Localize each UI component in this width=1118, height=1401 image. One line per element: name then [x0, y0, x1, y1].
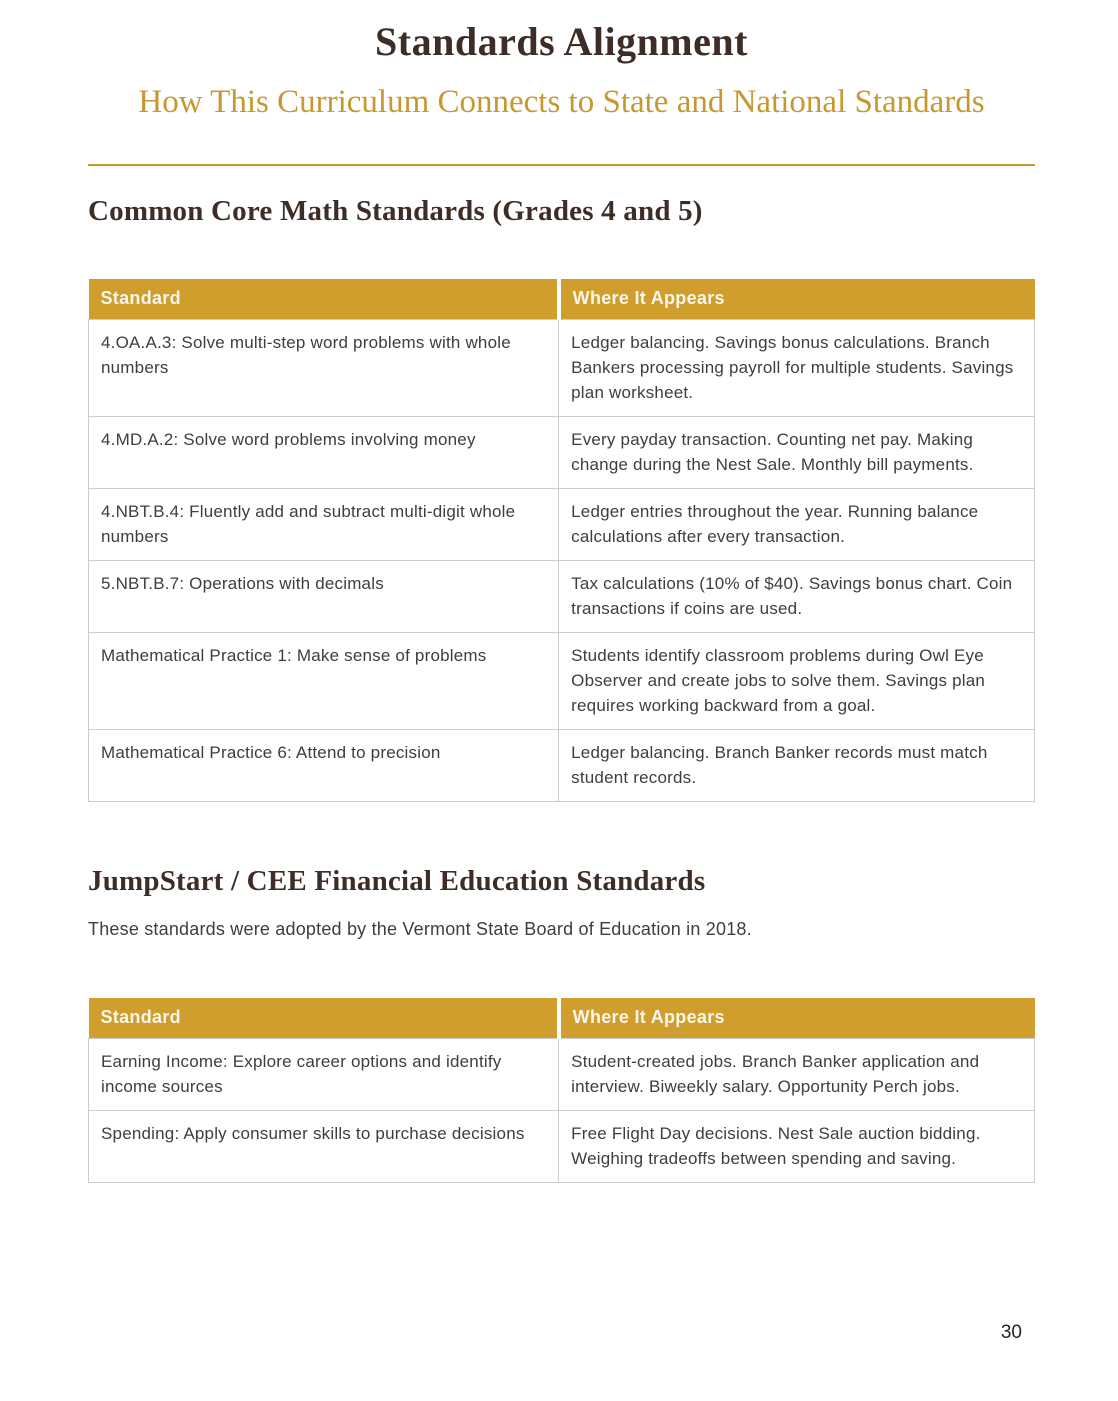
standard-cell: Mathematical Practice 1: Make sense of problems [89, 633, 559, 730]
table-row [89, 633, 1035, 730]
where-it-appears-cell: Free Flight Day decisions. Nest Sale auction bidding. Weighing tradeoffs between spending and saving. [559, 1111, 1035, 1183]
table-body [89, 1039, 1035, 1183]
table-head [89, 998, 1035, 1039]
standard-cell: Earning Income: Explore career options and identify income sources [89, 1039, 559, 1111]
where-it-appears-cell: Student-created jobs. Branch Banker application and interview. Biweekly salary. Opportunity Perch jobs. [559, 1039, 1035, 1111]
table-row [89, 561, 1035, 633]
standard-cell: 5.NBT.B.7: Operations with decimals [89, 561, 559, 633]
page-title: Standards Alignment [375, 19, 748, 64]
table-head [89, 279, 1035, 320]
where-it-appears-cell: Students identify classroom problems during Owl Eye Observer and create jobs to solve them. Savings plan requires working backward from a goal. [559, 633, 1035, 730]
header-row [89, 279, 1035, 320]
standard-cell: Spending: Apply consumer skills to purchase decisions [89, 1111, 559, 1183]
column-header-where-it-appears: Where It Appears [559, 998, 1035, 1039]
common-core-standards-table [88, 279, 1035, 802]
where-it-appears-cell: Ledger balancing. Branch Banker records must match student records. [559, 730, 1035, 802]
column-header-standard: Standard [89, 279, 559, 320]
column-header-standard: Standard [89, 998, 559, 1039]
table-row [89, 320, 1035, 417]
page-content [0, 18, 1118, 1183]
where-it-appears-cell: Ledger balancing. Savings bonus calculations. Branch Bankers processing payroll for multiple students. Savings plan worksheet. [559, 320, 1035, 417]
standard-cell: 4.OA.A.3: Solve multi-step word problems with whole numbers [89, 320, 559, 417]
table-row [89, 489, 1035, 561]
table-row [89, 417, 1035, 489]
section-heading-jumpstart: JumpStart / CEE Financial Education Standards [88, 865, 706, 897]
standard-cell: 4.MD.A.2: Solve word problems involving money [89, 417, 559, 489]
where-it-appears-cell: Tax calculations (10% of $40). Savings bonus chart. Coin transactions if coins are used. [559, 561, 1035, 633]
standard-cell: 4.NBT.B.4: Fluently add and subtract multi-digit whole numbers [89, 489, 559, 561]
where-it-appears-cell: Ledger entries throughout the year. Running balance calculations after every transaction. [559, 489, 1035, 561]
page-number: 30 [1000, 1322, 1022, 1343]
where-it-appears-cell: Every payday transaction. Counting net pay. Making change during the Nest Sale. Monthly bill payments. [559, 417, 1035, 489]
table-row [89, 1039, 1035, 1111]
jumpstart-standards-table [88, 998, 1035, 1183]
header-row [89, 998, 1035, 1039]
section-heading-common-core: Common Core Math Standards (Grades 4 and 5) [88, 195, 703, 227]
table-body [89, 320, 1035, 802]
divider-rule [88, 164, 1035, 166]
section-intro-text: These standards were adopted by the Vermont State Board of Education in 2018. [88, 919, 752, 939]
column-header-where-it-appears: Where It Appears [559, 279, 1035, 320]
table-row [89, 1111, 1035, 1183]
page-subtitle: How This Curriculum Connects to State and National Standards [138, 84, 985, 120]
table-row [89, 730, 1035, 802]
standard-cell: Mathematical Practice 6: Attend to precision [89, 730, 559, 802]
